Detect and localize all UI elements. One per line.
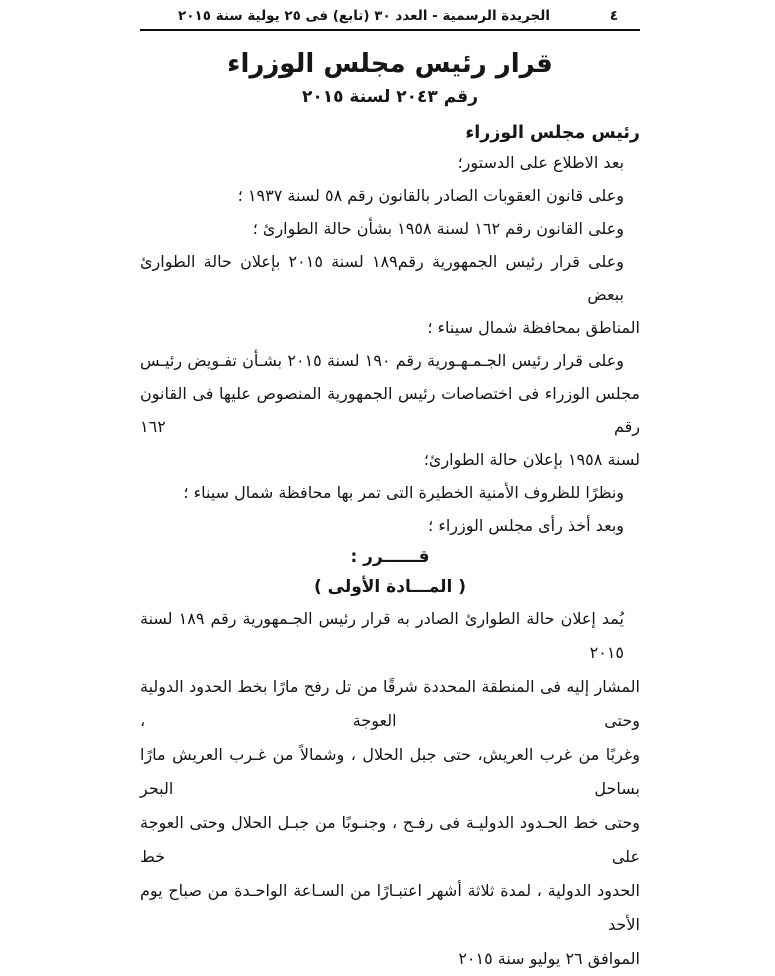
- preamble-line: وعلى قرار رئيس الجـمـهـورية رقم ١٩٠ لسنة ٢٠١٥ بشـأن تفـويض رئيـس: [140, 351, 624, 370]
- article-line: وحتى خط الحـدود الدوليـة فى رفـح ، وجنـوبًا من جبـل الحلال وحتى العوجة على خط: [140, 813, 640, 866]
- preamble-line: مجلس الوزراء فى اختصاصات رئيس الجمهورية المنصوص عليها فى القانون رقم ١٦٢: [140, 384, 640, 436]
- preamble-line: لسنة ١٩٥٨ بإعلان حالة الطوارئ؛: [423, 450, 640, 469]
- header-divider-rule: [140, 29, 640, 31]
- decree-number-line: رقم ٢٠٤٣ لسنة ٢٠١٥: [302, 87, 478, 107]
- preamble-line: ونظرًا للظروف الأمنية الخطيرة التى تمر بها محافظة شمال سيناء ؛: [183, 483, 624, 502]
- preamble-line: المناطق بمحافظة شمال سيناء ؛: [427, 318, 640, 337]
- decree-title: قرار رئيس مجلس الوزراء: [227, 49, 553, 79]
- article-line: يُمد إعلان حالة الطوارئ الصادر به قرار رئيس الجـمهورية رقم ١٨٩ لسنة ٢٠١٥: [140, 609, 625, 662]
- page-header: [140, 6, 640, 26]
- article-one-heading: ( المـــادة الأولى ): [313, 577, 467, 597]
- article-line: وغربًا من غرب العريش، حتى جبل الحلال ، وشمالاً من غـرب العريش مارًا بساحل البحر: [140, 745, 640, 798]
- article-line: الحدود الدولية ، لمدة ثلاثة أشهر اعتبـارًا من السـاعة الواحـدة من صباح يوم الأحد: [140, 881, 640, 934]
- preamble-line: وبعد أخذ رأى مجلس الوزراء ؛: [428, 516, 624, 535]
- gazette-page: [140, 6, 640, 976]
- page-number: ٤: [609, 8, 619, 24]
- gazette-header-title: الجريدة الرسمية - العدد ٣٠ (تابع) فى ٢٥ يولية سنة ٢٠١٥: [178, 8, 550, 24]
- preamble-line: وعلى قانون العقوبات الصادر بالقانون رقم ٥٨ لسنة ١٩٣٧ ؛: [237, 186, 624, 205]
- article-line: المشار إليه فى المنطقة المحددة شرقًا من تل رفح مارًا بخط الحدود الدولية وحتى العوجة ،: [140, 677, 640, 730]
- preamble-line: بعد الاطلاع على الدستور؛: [457, 153, 624, 172]
- article-line: الموافق ٢٦ يوليو سنة ٢٠١٥: [458, 949, 640, 968]
- preamble-line: وعلى قرار رئيس الجمهورية رقم١٨٩ لسنة ٢٠١٥ بإعلان حالة الطوارئ ببعض: [140, 252, 624, 304]
- issuer-heading: رئيس مجلس الوزراء: [465, 123, 640, 143]
- preamble-line: وعلى القانون رقم ١٦٢ لسنة ١٩٥٨ بشأن حالة الطوارئ ؛: [252, 219, 624, 238]
- decision-word: قــــــرر :: [350, 547, 430, 567]
